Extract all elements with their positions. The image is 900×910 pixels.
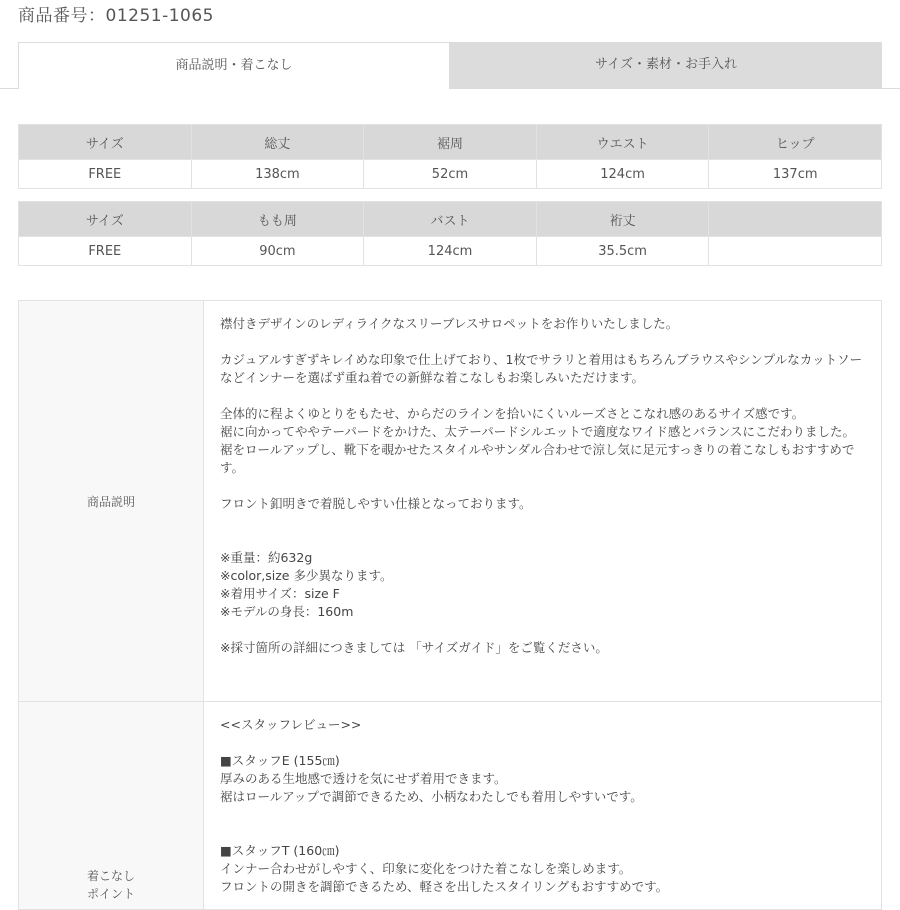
description-paragraph: 襟付きデザインのレディライクなスリーブレスサロペットをお作りいたしました。 <box>220 316 679 331</box>
staff-review-line: インナー合わせがしやすく、印象に変化をつけた着こなしを楽しめます。 <box>220 861 632 876</box>
value-cell: 35.5cm <box>536 237 709 266</box>
size-table-header-row <box>19 125 882 160</box>
staff-review-line: 厚みのある生地感で透けを気にせず着用できます。 <box>220 771 507 786</box>
note-line: ※color,size 多少異なります。 <box>220 568 393 583</box>
header-cell: ヒップ <box>709 125 882 160</box>
description-row <box>19 301 882 702</box>
header-cell: 裾周 <box>364 125 537 160</box>
value-cell: FREE <box>19 160 192 189</box>
description-paragraph: 全体的に程よくゆとりをもたせ、からだのラインを拾いにくいルーズさとこなれ感のあるサイズ感です。 <box>220 406 805 421</box>
value-cell: 124cm <box>536 160 709 189</box>
description-paragraph: カジュアルすぎずキレイめな印象で仕上げており、1枚でサラリと着用はもちろんブラウスやシンプルなカットソーなどインナーを選ばず重ね着での新鮮な着こなしもお楽しみいただけます。 <box>220 352 863 385</box>
styling-label-line: 着こなし <box>86 869 135 883</box>
description-label: 商品説明 <box>19 301 204 702</box>
value-cell: 124cm <box>364 237 537 266</box>
description-paragraph: 裾をロールアップし、靴下を覗かせたスタイルやサンダル合わせで涼し気に足元すっきりの着こなしもおすすめです。 <box>220 442 855 475</box>
product-code: 商品番号：01251-1065 <box>18 6 214 26</box>
header-cell: もも周 <box>191 202 364 237</box>
size-table-value-row <box>19 237 882 266</box>
value-cell: 90cm <box>191 237 364 266</box>
tab-size-material-care[interactable]: サイズ・素材・お手入れ <box>450 42 882 88</box>
size-table-2 <box>18 201 882 266</box>
size-guide-note: ※採寸箇所の詳細につきましては 「サイズガイド」をご覧ください。 <box>220 640 608 655</box>
header-cell: サイズ <box>19 202 192 237</box>
staff-review-line: フロントの開きを調節できるため、軽さを出したスタイリングもおすすめです。 <box>220 879 669 894</box>
staff-review-title: ■スタッフT (160㎝) <box>220 843 340 858</box>
value-cell: 138cm <box>191 160 364 189</box>
description-table <box>18 300 882 910</box>
styling-content <box>204 702 882 910</box>
styling-label <box>19 702 204 910</box>
value-cell <box>709 237 882 266</box>
styling-label-line: ポイント <box>86 887 135 901</box>
staff-review-heading: <<スタッフレビュー>> <box>220 717 362 732</box>
note-line: ※重量：約632g <box>220 550 313 565</box>
description-paragraph: 裾に向かってややテーパードをかけた、太テーパードシルエットで適度なワイド感とバランスにこだわりました。 <box>220 424 855 439</box>
value-cell: FREE <box>19 237 192 266</box>
staff-review-line: 裾はロールアップで調節できるため、小柄なわたしでも着用しやすいです。 <box>220 789 643 804</box>
header-cell: サイズ <box>19 125 192 160</box>
value-cell: 52cm <box>364 160 537 189</box>
header-cell: 総丈 <box>191 125 364 160</box>
note-line: ※モデルの身長：160m <box>220 604 354 619</box>
note-line: ※着用サイズ：size F <box>220 586 340 601</box>
description-paragraph: フロント釦明きで着脱しやすい仕様となっております。 <box>220 496 532 511</box>
size-table-1 <box>18 124 882 189</box>
tab-description-styling[interactable]: 商品説明・着こなし <box>18 42 450 89</box>
size-table-value-row <box>19 160 882 189</box>
header-cell: バスト <box>364 202 537 237</box>
header-cell <box>709 202 882 237</box>
staff-review-title: ■スタッフE (155㎝) <box>220 753 340 768</box>
description-content <box>204 301 882 702</box>
tab-bar <box>18 42 882 88</box>
value-cell: 137cm <box>709 160 882 189</box>
header-cell: ウエスト <box>536 125 709 160</box>
size-table-header-row <box>19 202 882 237</box>
header-cell: 裄丈 <box>536 202 709 237</box>
styling-row <box>19 702 882 910</box>
